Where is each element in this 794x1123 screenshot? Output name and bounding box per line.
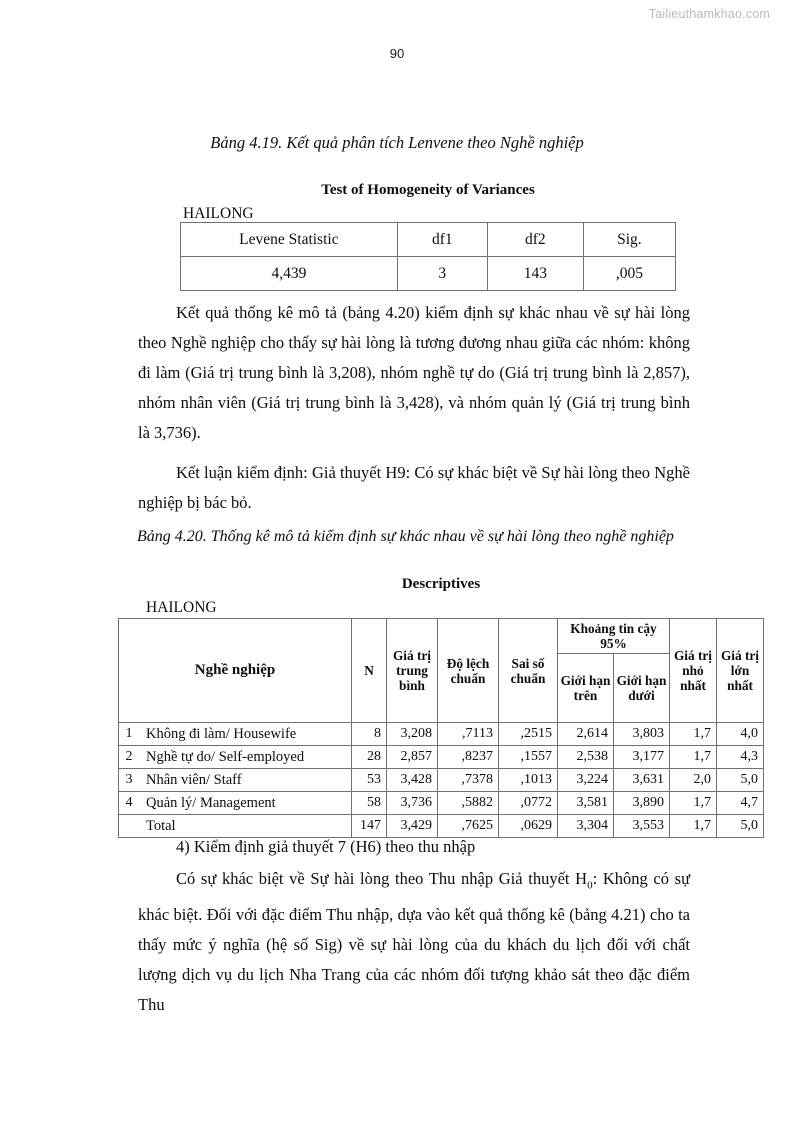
cell-maximum: 4,7 [717, 792, 764, 815]
paragraph-income-hypothesis [138, 864, 690, 1020]
cell-std-error: ,1557 [499, 746, 558, 769]
cell-row-number [119, 815, 140, 838]
cell-df1: 3 [397, 257, 487, 291]
header-std-dev: Độ lệch chuẩn [438, 619, 499, 723]
paragraph-conclusion: Kết luận kiểm định: Giả thuyết H9: Có sự khác biệt về Sự hài lòng theo Nghề nghiệp bị bác bỏ. [138, 463, 690, 512]
cell-levene-statistic: 4,439 [181, 257, 398, 291]
descriptives-table [118, 618, 764, 838]
header-ci-upper: Giới hạn trên [558, 654, 614, 723]
cell-n: 147 [352, 815, 387, 838]
section-heading-h6: 4) Kiểm định giả thuyết 7 (H6) theo thu nhập [176, 837, 476, 856]
cell-ci-upper: 2,538 [558, 746, 614, 769]
cell-ci-upper: 3,224 [558, 769, 614, 792]
cell-occupation: Nghề tự do/ Self-employed [139, 746, 352, 769]
cell-minimum: 1,7 [670, 792, 717, 815]
cell-std-error: ,0772 [499, 792, 558, 815]
table-row [119, 746, 764, 769]
table-row [119, 769, 764, 792]
cell-n: 58 [352, 792, 387, 815]
table-4-20-caption: Bảng 4.20. Thống kê mô tả kiểm định sự khác nhau về sự hài lòng theo nghề nghiệp [137, 528, 674, 545]
table-header-row-top [119, 619, 764, 654]
cell-ci-lower: 3,177 [614, 746, 670, 769]
table-4-19-spss-title: Test of Homogeneity of Variances [321, 182, 535, 198]
cell-ci-lower: 3,890 [614, 792, 670, 815]
cell-maximum: 4,0 [717, 723, 764, 746]
cell-mean: 3,429 [387, 815, 438, 838]
table-4-19-caption: Bảng 4.19. Kết quả phân tích Lenvene theo Nghề nghiệp [210, 133, 584, 152]
header-confidence-interval: Khoảng tin cậy 95% [558, 619, 670, 654]
cell-mean: 3,208 [387, 723, 438, 746]
levene-test-table [180, 222, 676, 291]
cell-occupation: Nhân viên/ Staff [139, 769, 352, 792]
cell-minimum: 1,7 [670, 723, 717, 746]
cell-maximum: 5,0 [717, 815, 764, 838]
table-4-20-variable-label: HAILONG [146, 599, 217, 616]
table-4-19-variable-label: HAILONG [183, 205, 254, 222]
table-4-20-spss-title: Descriptives [401, 576, 481, 592]
header-n: N [352, 619, 387, 723]
cell-mean: 2,857 [387, 746, 438, 769]
cell-minimum: 1,7 [670, 746, 717, 769]
cell-occupation: Quản lý/ Management [139, 792, 352, 815]
paragraph-analysis-result: Kết quả thống kê mô tả (bảng 4.20) kiểm định sự khác nhau về sự hài lòng theo Nghề nghiệp cho thấy sự hài lòng là tương đương nhau giữa các nhóm: không đi làm (Giá trị trung bình là 3,208), nhóm nghề tự do (Giá trị trung bình là 2,857), nhóm nhân viên (Giá trị trung bình là 3,428), và nhóm quản lý (Giá trị trung bình là 3,736). [138, 303, 690, 442]
header-levene-statistic: Levene Statistic [181, 223, 398, 257]
page-number: 90 [389, 46, 405, 61]
cell-minimum: 2,0 [670, 769, 717, 792]
header-std-error: Sai số chuẩn [499, 619, 558, 723]
cell-row-number: 2 [119, 746, 140, 769]
watermark: Tailieuthamkhao.com [648, 7, 770, 21]
cell-ci-upper: 3,304 [558, 815, 614, 838]
cell-std-error: ,1013 [499, 769, 558, 792]
table-row [119, 792, 764, 815]
cell-n: 8 [352, 723, 387, 746]
header-minimum: Giá trị nhỏ nhất [670, 619, 717, 723]
cell-std-error: ,0629 [499, 815, 558, 838]
header-occupation: Nghề nghiệp [119, 619, 352, 723]
cell-ci-lower: 3,803 [614, 723, 670, 746]
table-header-row [181, 223, 676, 257]
cell-std-dev: ,5882 [438, 792, 499, 815]
header-mean: Giá trị trung bình [387, 619, 438, 723]
cell-row-number: 3 [119, 769, 140, 792]
header-sig: Sig. [583, 223, 675, 257]
header-maximum: Giá trị lớn nhất [717, 619, 764, 723]
cell-row-number: 4 [119, 792, 140, 815]
header-ci-lower: Giới hạn dưới [614, 654, 670, 723]
cell-mean: 3,428 [387, 769, 438, 792]
cell-ci-lower: 3,631 [614, 769, 670, 792]
cell-ci-upper: 2,614 [558, 723, 614, 746]
header-df2: df2 [487, 223, 583, 257]
hypothesis-subscript: 0 [587, 879, 593, 892]
paragraph-income-part1: Có sự khác biệt về Sự hài lòng theo Thu nhập Giả thuyết H [176, 869, 588, 888]
cell-mean: 3,736 [387, 792, 438, 815]
cell-std-dev: ,7113 [438, 723, 499, 746]
cell-std-dev: ,7378 [438, 769, 499, 792]
cell-std-dev: ,8237 [438, 746, 499, 769]
cell-occupation: Không đi làm/ Housewife [139, 723, 352, 746]
cell-occupation: Total [139, 815, 352, 838]
cell-ci-lower: 3,553 [614, 815, 670, 838]
cell-maximum: 5,0 [717, 769, 764, 792]
cell-row-number: 1 [119, 723, 140, 746]
cell-maximum: 4,3 [717, 746, 764, 769]
table-row [119, 723, 764, 746]
cell-std-error: ,2515 [499, 723, 558, 746]
paragraph-income-part2: : Không có sự khác biệt. Đối với đặc điểm Thu nhập, dựa vào kết quả thống kê (bảng 4.21) cho ta thấy mức ý nghĩa (hệ số Sig) về sự hài lòng của du khách du lịch đối với chất lượng dịch vụ du lịch Nha Trang của các nhóm đối tượng khảo sát theo đặc điểm Thu [138, 869, 691, 1015]
cell-n: 28 [352, 746, 387, 769]
cell-sig: ,005 [583, 257, 675, 291]
table-row [181, 257, 676, 291]
header-df1: df1 [397, 223, 487, 257]
cell-minimum: 1,7 [670, 815, 717, 838]
cell-ci-upper: 3,581 [558, 792, 614, 815]
cell-n: 53 [352, 769, 387, 792]
cell-std-dev: ,7625 [438, 815, 499, 838]
cell-df2: 143 [487, 257, 583, 291]
